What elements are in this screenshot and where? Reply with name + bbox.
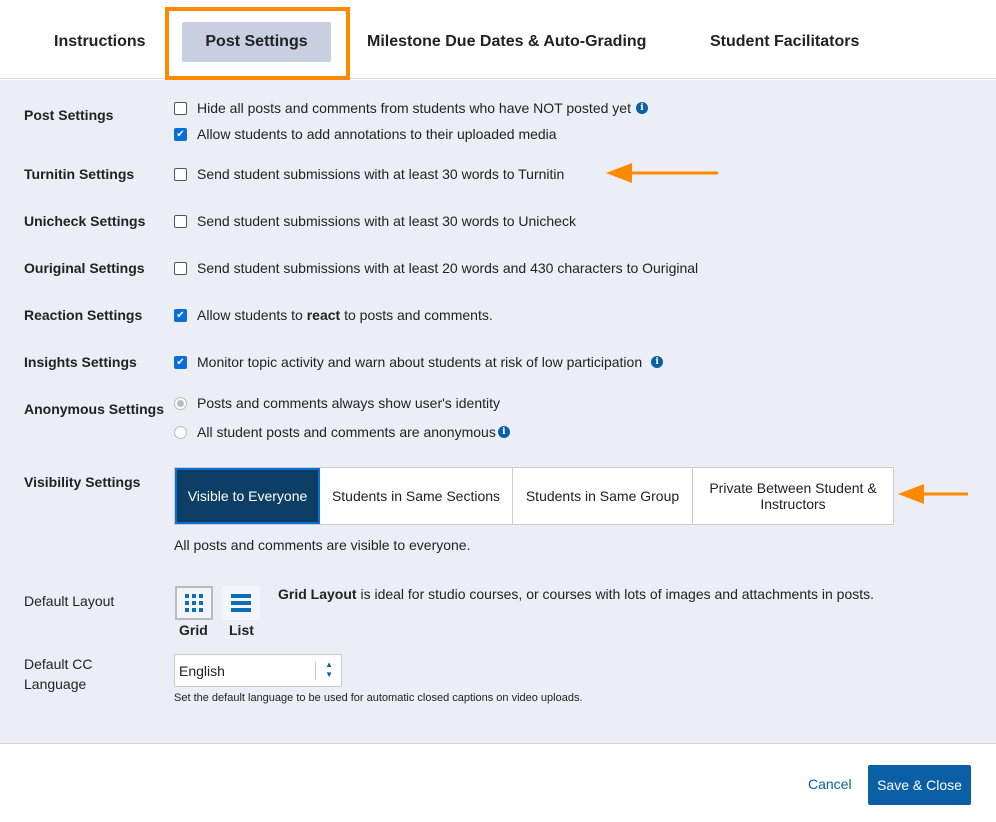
cc-language-select[interactable] [174, 654, 342, 687]
checkbox-checked[interactable]: ✔ [174, 356, 187, 369]
visibility-same-sections[interactable]: Students in Same Sections [320, 468, 513, 524]
arrow-annotation-icon [898, 484, 970, 504]
anonymous-label: Anonymous Settings [24, 401, 165, 417]
tab-post-settings[interactable]: Post Settings [182, 22, 331, 62]
reaction-label: Reaction Settings [24, 307, 143, 323]
tab-milestone-due-dates[interactable]: Milestone Due Dates & Auto-Grading [367, 33, 647, 50]
checkbox[interactable] [174, 262, 187, 275]
tab-bar [0, 0, 996, 79]
save-close-button[interactable]: Save & Close [868, 765, 971, 805]
info-icon[interactable]: i [651, 356, 663, 368]
cc-help-text: Set the default language to be used for automatic closed captions on video uploads. [174, 692, 583, 704]
select-arrows-icon: ▲ ▼ [325, 660, 333, 679]
option-text: Monitor topic activity and warn about students at risk of low participation [197, 354, 643, 370]
settings-panel [0, 80, 996, 744]
annotations-option[interactable] [174, 126, 557, 142]
list-layout-button[interactable] [222, 586, 260, 620]
checkbox-checked[interactable]: ✔ [174, 128, 187, 141]
option-text: to posts and comments. [340, 307, 493, 323]
option-text: Posts and comments always show user's identity [197, 395, 501, 411]
visibility-label: Visibility Settings [24, 474, 141, 490]
insights-label: Insights Settings [24, 354, 137, 370]
tab-student-facilitators[interactable]: Student Facilitators [710, 33, 860, 50]
option-text: Allow students to add annotations to their uploaded media [197, 126, 557, 142]
turnitin-label: Turnitin Settings [24, 166, 135, 182]
visibility-private[interactable]: Private Between Student & Instructors [709, 480, 877, 512]
unicheck-option[interactable] [174, 213, 576, 229]
checkbox[interactable] [174, 215, 187, 228]
grid-icon [185, 594, 203, 612]
grid-label: Grid [179, 622, 208, 638]
checkbox[interactable] [174, 102, 187, 115]
cancel-button[interactable]: Cancel [808, 776, 852, 792]
arrow-annotation-icon [606, 163, 720, 183]
unicheck-label: Unicheck Settings [24, 213, 146, 229]
default-layout-label: Default Layout [24, 593, 115, 609]
list-icon [231, 594, 251, 612]
radio[interactable] [174, 426, 187, 439]
select-value: English [179, 663, 225, 679]
anonymous-radio[interactable] [174, 424, 510, 440]
info-icon[interactable]: i [636, 102, 648, 114]
visibility-segmented-control [174, 467, 894, 525]
ouriginal-option[interactable] [174, 260, 698, 276]
tab-instructions[interactable]: Instructions [54, 33, 146, 50]
ouriginal-label: Ouriginal Settings [24, 260, 145, 276]
hide-posts-option[interactable] [174, 100, 648, 116]
option-text: Allow students to [197, 307, 307, 323]
option-bold: react [306, 307, 341, 323]
option-text: Send student submissions with at least 20 words and 430 characters to Ouriginal [197, 260, 699, 276]
turnitin-option[interactable] [174, 166, 564, 182]
layout-description [278, 586, 874, 602]
checkbox-checked[interactable]: ✔ [174, 309, 187, 322]
grid-layout-button[interactable] [175, 586, 213, 620]
layout-name: Grid Layout [278, 586, 357, 602]
radio-selected[interactable] [174, 397, 187, 410]
post-settings-label: Post Settings [24, 107, 114, 123]
insights-option[interactable] [174, 354, 663, 370]
list-label: List [229, 622, 254, 638]
show-identity-radio[interactable] [174, 395, 500, 411]
cc-language-label: Default CC Language [24, 656, 93, 692]
option-text: Send student submissions with at least 30 words to Unicheck [197, 213, 576, 229]
option-text: Send student submissions with at least 30 words to Turnitin [197, 166, 565, 182]
visibility-same-group[interactable]: Students in Same Group [513, 468, 693, 524]
checkbox[interactable] [174, 168, 187, 181]
info-icon[interactable]: i [498, 426, 510, 438]
option-text: All student posts and comments are anonymous [197, 424, 496, 440]
reaction-option[interactable] [174, 307, 493, 323]
option-text: Hide all posts and comments from students who have NOT posted yet [197, 100, 631, 116]
visibility-everyone[interactable]: Visible to Everyone [175, 468, 320, 524]
highlight-box [165, 7, 350, 80]
visibility-description: All posts and comments are visible to everyone. [174, 537, 471, 553]
layout-desc-text: is ideal for studio courses, or courses with lots of images and attachments in posts. [356, 586, 875, 602]
